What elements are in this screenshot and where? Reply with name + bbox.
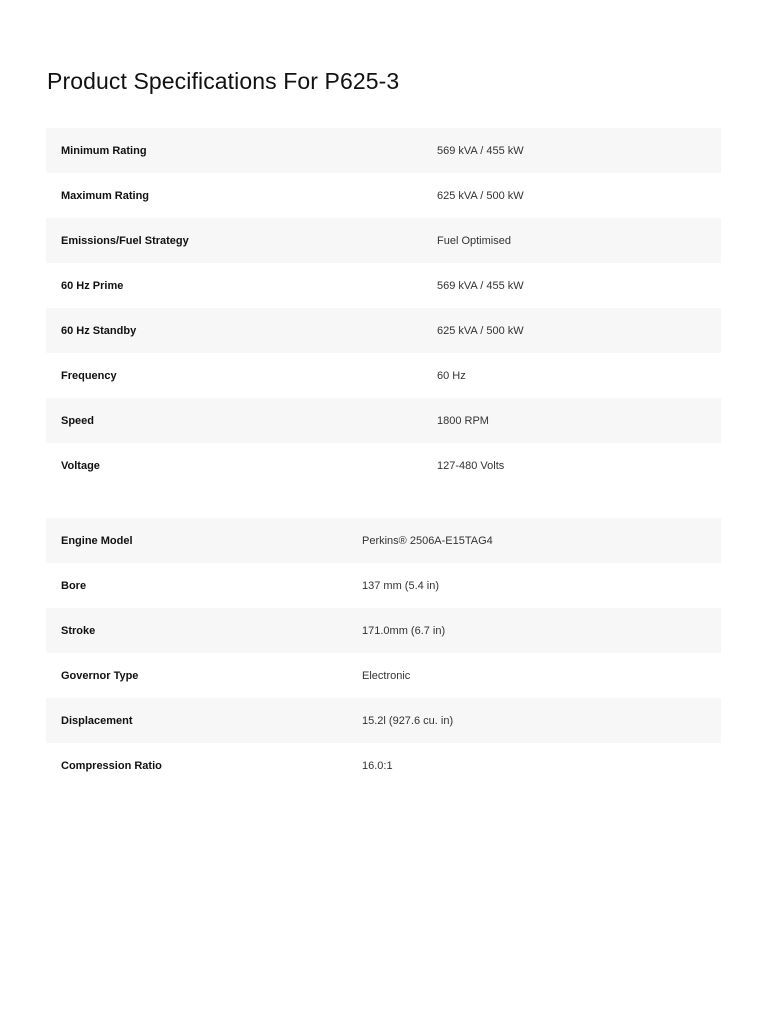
spec-value-speed: 1800 RPM	[437, 414, 489, 427]
spec-label-bore: Bore	[61, 579, 87, 592]
spec-value-emissions-fuel-strategy: Fuel Optimised	[437, 234, 511, 247]
spec-label-60hz-standby: 60 Hz Standby	[61, 324, 137, 337]
spec-label-compression-ratio: Compression Ratio	[61, 759, 162, 772]
table-row	[46, 353, 721, 398]
spec-value-maximum-rating: 625 kVA / 500 kW	[437, 189, 524, 202]
table-row	[46, 398, 721, 443]
spec-label-frequency: Frequency	[61, 369, 117, 382]
spec-value-bore: 137 mm (5.4 in)	[362, 579, 440, 592]
spec-value-engine-model: Perkins® 2506A-E15TAG4	[362, 534, 493, 547]
spec-label-60hz-prime: 60 Hz Prime	[61, 279, 124, 292]
table-row	[46, 173, 721, 218]
table-row	[46, 698, 721, 743]
table-row	[46, 308, 721, 353]
spec-label-minimum-rating: Minimum Rating	[61, 144, 147, 157]
spec-label-stroke: Stroke	[61, 624, 96, 637]
spec-value-minimum-rating: 569 kVA / 455 kW	[437, 144, 524, 157]
engine-spec-table	[46, 518, 721, 788]
spec-value-displacement: 15.2l (927.6 cu. in)	[362, 714, 454, 727]
spec-value-compression-ratio: 16.0:1	[362, 759, 393, 772]
spec-value-stroke: 171.0mm (6.7 in)	[362, 624, 446, 637]
table-row	[46, 128, 721, 173]
spec-label-speed: Speed	[61, 414, 95, 427]
spec-value-voltage: 127-480 Volts	[437, 459, 505, 472]
table-row	[46, 263, 721, 308]
spec-value-governor-type: Electronic	[362, 669, 411, 682]
page-title: Product Specifications For P625-3	[47, 68, 400, 94]
table-row	[46, 563, 721, 608]
table-row	[46, 743, 721, 788]
spec-value-60hz-standby: 625 kVA / 500 kW	[437, 324, 524, 337]
spec-value-frequency: 60 Hz	[437, 369, 466, 382]
ratings-spec-table	[46, 128, 721, 488]
spec-label-maximum-rating: Maximum Rating	[61, 189, 150, 202]
spec-label-voltage: Voltage	[61, 459, 100, 472]
table-row	[46, 518, 721, 563]
spec-label-governor-type: Governor Type	[61, 669, 139, 682]
spec-label-displacement: Displacement	[61, 714, 133, 727]
spec-label-emissions-fuel-strategy: Emissions/Fuel Strategy	[61, 234, 189, 247]
table-row	[46, 608, 721, 653]
table-row	[46, 653, 721, 698]
table-row	[46, 218, 721, 263]
spec-value-60hz-prime: 569 kVA / 455 kW	[437, 279, 524, 292]
spec-label-engine-model: Engine Model	[61, 534, 133, 547]
table-row	[46, 443, 721, 488]
